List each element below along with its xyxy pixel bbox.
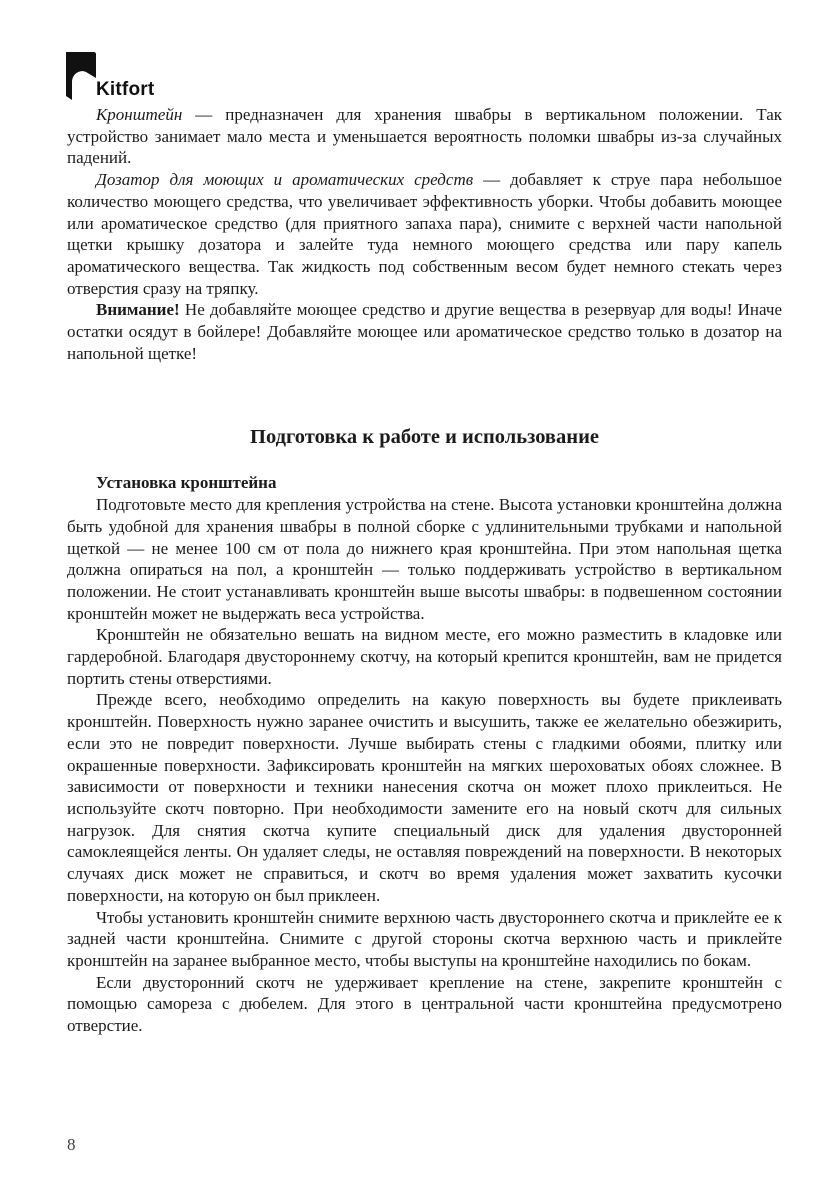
- section-paragraph: Если двусторонний скотч не удерживает крепление на стене, закрепите кронштейн с помощью самореза с дюбелем. Для этого в центральной части кронштейна предусмотрено отверстие.: [67, 972, 782, 1036]
- section-paragraph: Прежде всего, необходимо определить на какую поверхность вы будете приклеивать кронштейн. Поверхность нужно заранее очистить и высушить, также ее желательно обезжирить, если это не повредит поверхности. Лучше выбирать стены с гладкими обоями, плитку или окрашенные поверхности. Зафиксировать кронштейн на мягких шероховатых обоях сложнее. В зависимости от поверхности и техники нанесения скотча он может плохо приклеиться. Не используйте скотч повторно. При необходимости замените его на новый скотч для сильных нагрузок. Для снятия скотча купите специальный диск для удаления двусторонней самоклеящейся ленты. Он удаляет следы, не оставляя повреждений на поверхности. В некоторых случаях диск может не справиться, и скотч во время удаления может захватить кусочки поверхности, на которую он был приклеен.: [67, 690, 782, 905]
- page-content: [67, 104, 782, 1037]
- section-paragraph: Кронштейн не обязательно вешать на видном месте, его можно разместить в кладовке или гардеробной. Благодаря двустороннему скотчу, на который крепится кронштейн, вам не придется портить стены отверстиями.: [67, 625, 782, 688]
- paragraph-dispenser-text: — добавляет к струе пара небольшое количество моющего средства, что увеличивает эффективность уборки. Чтобы добавить моющее или ароматическое средство (для приятного запаха пара), снимите с верхней части напольной щетки крышку дозатора и залейте туда немного моющего средства или пару капель ароматического вещества. Так жидкость под собственным весом будет немного стекать через отверстия сразу на тряпку.: [67, 170, 782, 298]
- paragraph-dispenser: [67, 169, 782, 299]
- section-subheading: Установка кронштейна: [96, 473, 277, 493]
- warning-label: Внимание!: [96, 300, 180, 320]
- section-paragraph: Подготовьте место для крепления устройства на стене. Высота установки кронштейна должна быть удобной для хранения швабры в полной сборке с удлинительными трубками и напольной щеткой — не менее 100 см от пола до нижнего края кронштейна. При этом напольная щетка должна опираться на пол, а кронштейн — только поддерживать устройство в вертикальном положении. Не стоит устанавливать кронштейн выше высоты швабры: в подвешенном состоянии кронштейн может не выдержать веса устройства.: [67, 495, 782, 623]
- section-paragraph: Чтобы установить кронштейн снимите верхнюю часть двустороннего скотча и приклейте ее к задней части кронштейна. Снимите с другой стороны скотча верхнюю часть и приклейте кронштейн на заранее выбранное место, чтобы выступы на кронштейне находились по бокам.: [67, 907, 782, 970]
- page-number: 8: [67, 1135, 76, 1154]
- warning-text: Не добавляйте моющее средство и другие вещества в резервуар для воды! Иначе остатки осядут в бойлере! Добавляйте моющее или ароматическое средство только в дозатор на напольной щетке!: [67, 300, 782, 363]
- kitfort-logo-mark-icon: [66, 52, 96, 100]
- logo-text: Kitfort: [96, 79, 155, 100]
- paragraph-bracket: [67, 104, 782, 169]
- term-dispenser: Дозатор для моющих и ароматических средств: [96, 170, 474, 190]
- paragraph-bracket-text: — предназначен для хранения швабры в вертикальном положении. Так устройство занимает мало места и уменьшается вероятность поломки швабры из-за случайных падений.: [67, 105, 782, 168]
- term-bracket: Кронштейн: [96, 105, 183, 124]
- section-heading: Подготовка к работе и использование: [250, 426, 599, 449]
- paragraph-warning: [67, 299, 782, 364]
